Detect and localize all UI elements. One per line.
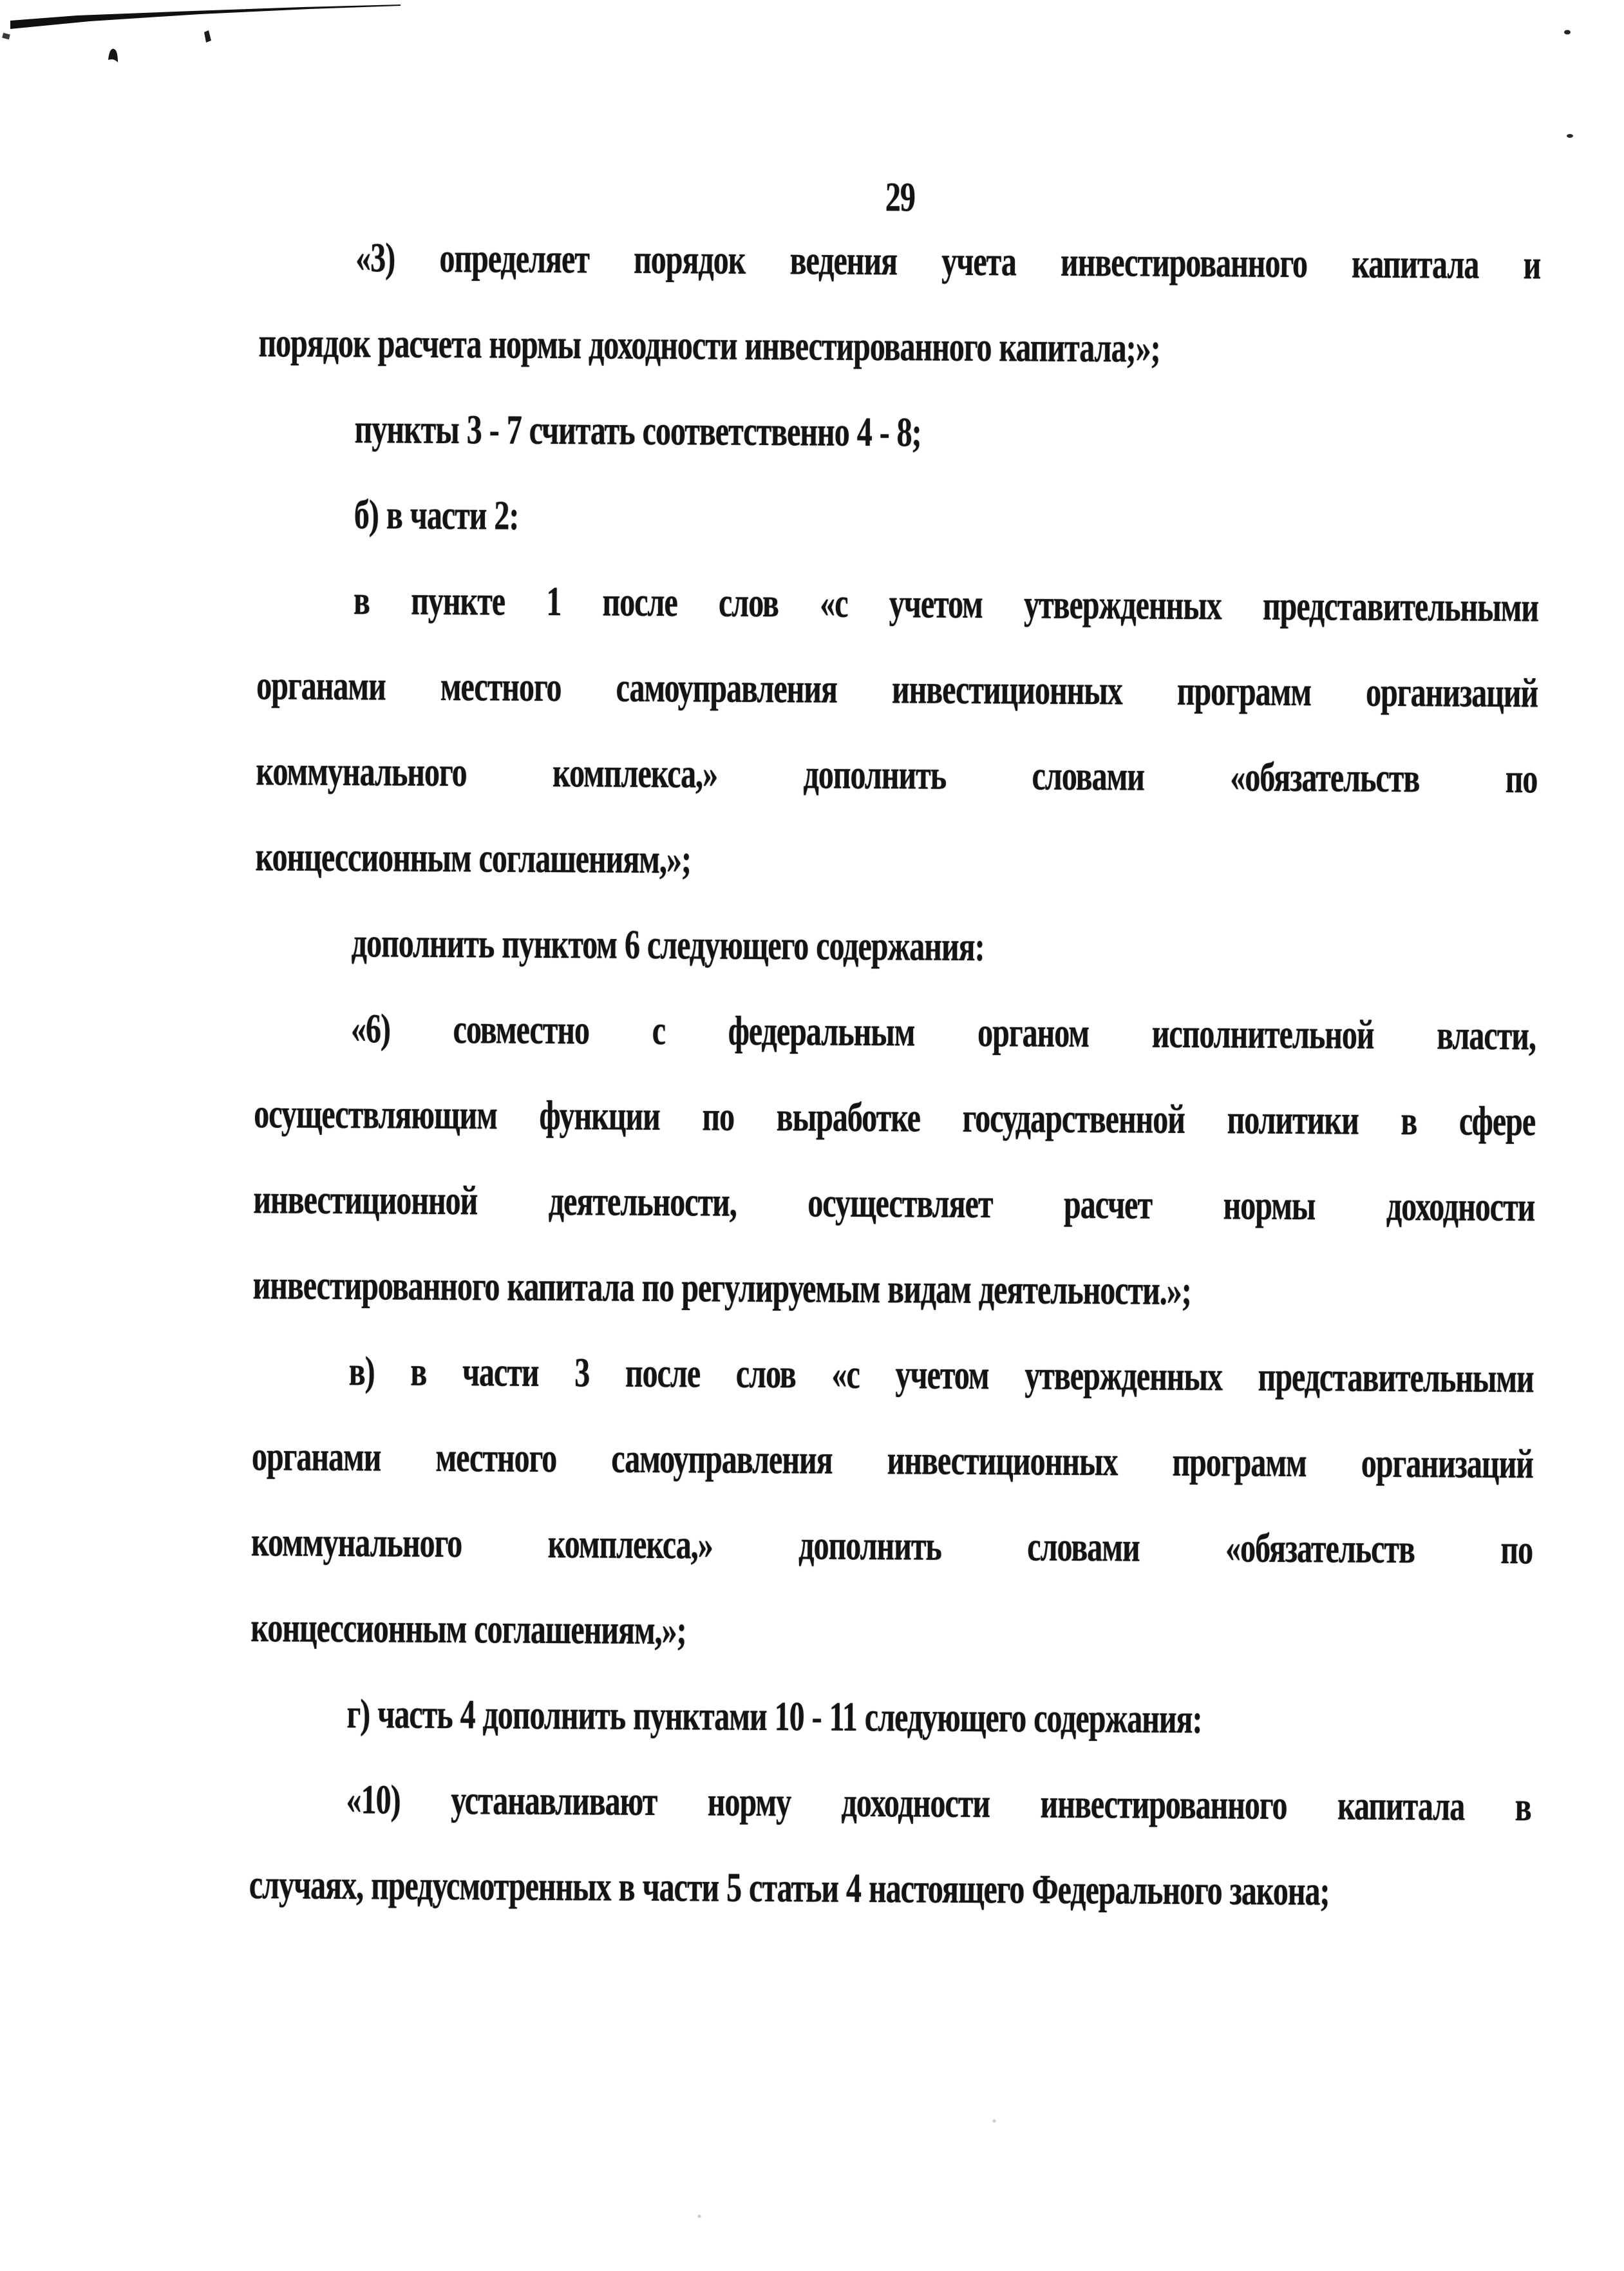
document-body xyxy=(249,214,1540,1935)
scan-speck xyxy=(1564,30,1571,35)
text-line: инвестиционной деятельности, осуществляет расчет нормы доходности xyxy=(253,1176,1535,1231)
text-line: органами местного самоуправления инвестиционных программ организаций xyxy=(251,1433,1534,1488)
text-line: «3) определяет порядок ведения учета инвестированного капитала и xyxy=(355,234,1541,289)
page-number: 29 xyxy=(885,174,916,221)
text-line: концессионным соглашениям,»; xyxy=(250,1604,686,1654)
text-line: в пункте 1 после слов «с учетом утвержденных представительными xyxy=(353,577,1539,631)
text-line: б) в части 2: xyxy=(354,491,519,539)
text-block xyxy=(249,151,1542,1915)
text-line: концессионным соглашениям,»; xyxy=(255,833,692,883)
text-line: г) часть 4 дополнить пунктами 10 - 11 следующего содержания: xyxy=(346,1691,1202,1742)
scan-speck xyxy=(2,33,10,39)
text-line: коммунального комплекса,» дополнить словами «обязательств по xyxy=(250,1519,1533,1573)
scan-line-artifact xyxy=(10,5,401,29)
scan-speck xyxy=(698,2215,701,2218)
text-line: органами местного самоуправления инвестиционных программ организаций xyxy=(256,662,1538,717)
text-line: коммунального комплекса,» дополнить словами «обязательств по xyxy=(256,748,1538,803)
text-line: случаях, предусмотренных в части 5 статьи 4 настоящего Федерального закона; xyxy=(249,1861,1330,1915)
text-line: инвестированного капитала по регулируемым видам деятельности.»; xyxy=(252,1262,1191,1314)
text-line: пункты 3 - 7 считать соответственно 4 - 8; xyxy=(354,406,921,456)
text-line: в) в части 3 после слов «с учетом утвержденных представительными xyxy=(348,1348,1534,1402)
text-line: осуществляющим функции по выработке государственной политики в сфере xyxy=(253,1090,1536,1145)
scan-speck xyxy=(1567,134,1573,138)
text-line: «10) устанавливают норму доходности инвестированного капитала в xyxy=(346,1776,1531,1830)
scan-speck xyxy=(993,2120,996,2123)
text-line: «6) совместно с федеральным органом исполнительной власти, xyxy=(350,1005,1536,1059)
scan-tick-mark xyxy=(204,30,211,43)
text-line: дополнить пунктом 6 следующего содержания: xyxy=(351,920,985,970)
text-line: порядок расчета нормы доходности инвестированного капитала;»; xyxy=(258,319,1160,372)
scan-blob-mark xyxy=(108,49,118,62)
